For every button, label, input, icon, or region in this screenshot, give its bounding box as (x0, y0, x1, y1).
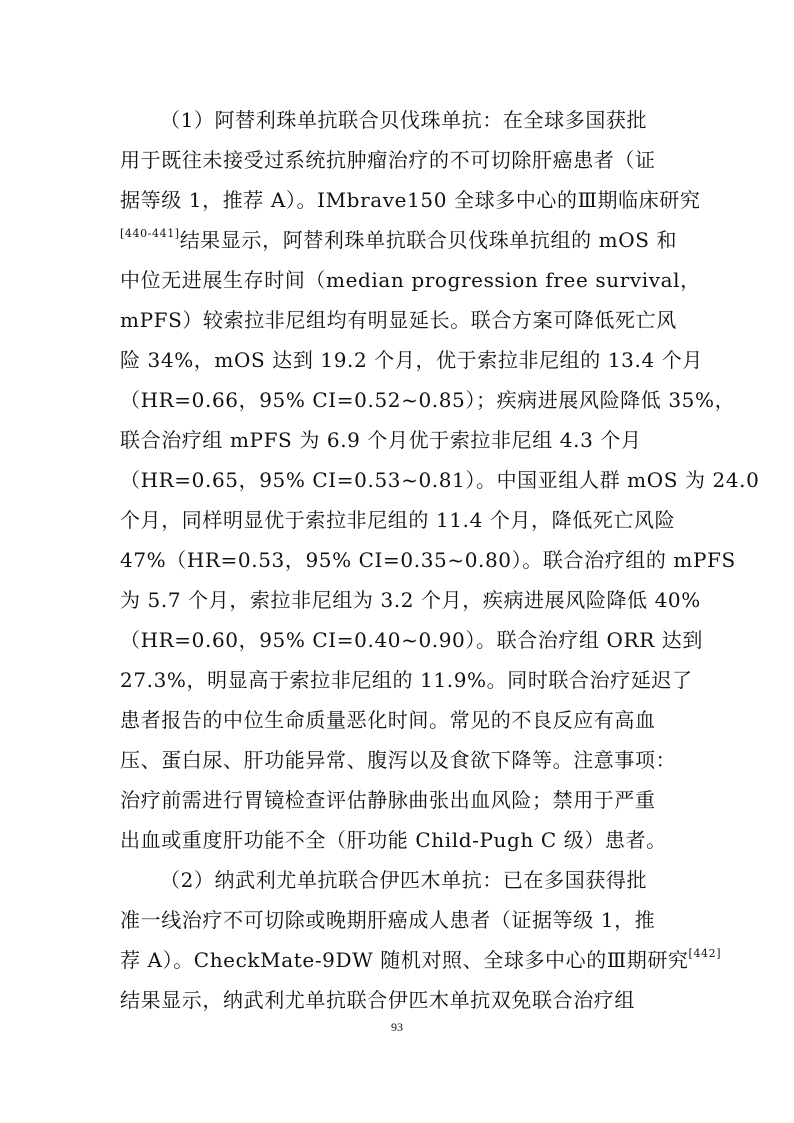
paragraph-1-line-11: 个月，同样明显优于索拉非尼组的 11.4 个月，降低死亡风险 (120, 508, 676, 532)
paragraph-1-line-6: mPFS）较索拉非尼组均有明显延长。联合方案可降低死亡风 (120, 308, 677, 332)
paragraph-2-line-3-text: 荐 A）。CheckMate-9DW 随机对照、全球多中心的Ⅲ期研究 (120, 948, 689, 972)
paragraph-1-line-15: 27.3%，明显高于索拉非尼组的 11.9%。同时联合治疗延迟了 (120, 668, 693, 692)
paragraph-1-line-4 (120, 227, 678, 252)
paragraph-1-line-2: 用于既往未接受过系统抗肿瘤治疗的不可切除肝癌患者（证 (120, 148, 656, 172)
paragraph-1-line-16: 患者报告的中位生命质量恶化时间。常见的不良反应有高血 (120, 708, 656, 732)
paragraph-1-line-19: 出血或重度肝功能不全（肝功能 Child-Pugh C 级）患者。 (120, 828, 667, 852)
paragraph-1-line-14: （HR=0.60，95% CI=0.40~0.90）。联合治疗组 ORR 达到 (120, 628, 704, 652)
paragraph-1-line-10: （HR=0.65，95% CI=0.53~0.81）。中国亚组人群 mOS 为 24.0 (120, 468, 760, 492)
paragraph-2-line-4: 结果显示，纳武利尤单抗联合伊匹木单抗双免联合治疗组 (120, 988, 635, 1012)
paragraph-1-line-3: 据等级 1，推荐 A）。IMbrave150 全球多中心的Ⅲ期临床研究 (120, 188, 701, 212)
page-number: 93 (391, 1020, 403, 1034)
paragraph-1-line-9: 联合治疗组 mPFS 为 6.9 个月优于索拉非尼组 4.3 个月 (120, 428, 642, 452)
paragraph-2-line-2: 准一线治疗不可切除或晚期肝癌成人患者（证据等级 1，推 (120, 908, 656, 932)
paragraph-1-line-5: 中位无进展生存时间（median progression free survival， (120, 268, 701, 292)
citation-442: [442] (688, 947, 722, 961)
paragraph-1-line-8: （HR=0.66，95% CI=0.52~0.85）；疾病进展风险降低 35%， (120, 388, 736, 412)
paragraph-1-line-7: 险 34%，mOS 达到 19.2 个月，优于索拉非尼组的 13.4 个月 (120, 348, 703, 372)
paragraph-1-line-13: 为 5.7 个月，索拉非尼组为 3.2 个月，疾病进展风险降低 40% (120, 588, 701, 612)
paragraph-2-line-3 (120, 947, 722, 972)
paragraph-1-line-1: （1）阿替利珠单抗联合贝伐珠单抗：在全球多国获批 (160, 108, 648, 132)
paragraph-1-line-4-text: 结果显示，阿替利珠单抗联合贝伐珠单抗组的 mOS 和 (179, 228, 678, 252)
paragraph-1-line-18: 治疗前需进行胃镜检查评估静脉曲张出血风险；禁用于严重 (120, 788, 656, 812)
paragraph-1-line-17: 压、蛋白尿、肝功能异常、腹泻以及食欲下降等。注意事项： (120, 748, 677, 772)
paragraph-1-line-12: 47%（HR=0.53，95% CI=0.35~0.80）。联合治疗组的 mPFS (120, 548, 736, 572)
citation-440-441: [440-441] (120, 227, 180, 241)
paragraph-2-line-1: （2）纳武利尤单抗联合伊匹木单抗：已在多国获得批 (160, 868, 648, 892)
